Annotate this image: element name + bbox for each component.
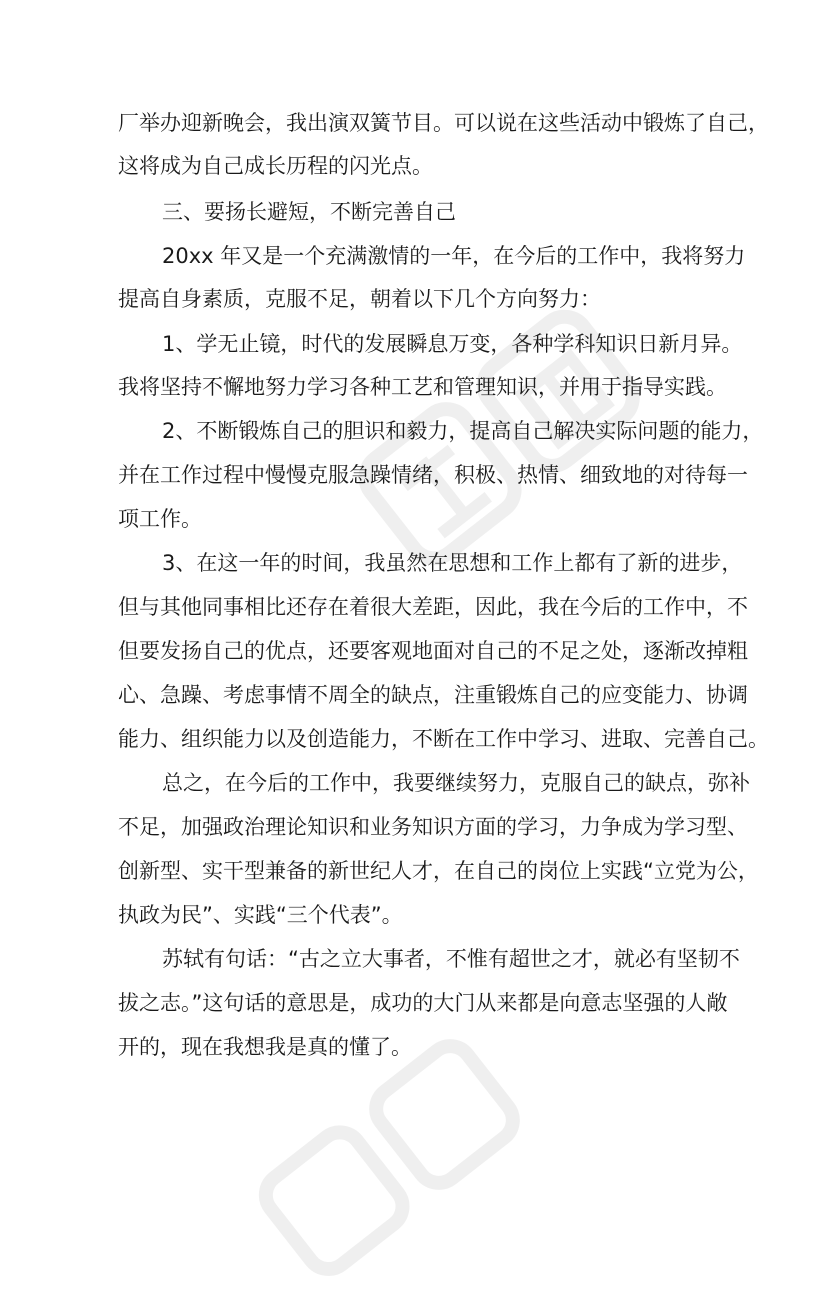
- text-line: 开的，现在我想我是真的懂了。: [118, 1035, 412, 1059]
- text-line: 3、在这一年的时间，我虽然在思想和工作上都有了新的进步，: [162, 551, 743, 575]
- text-line: 我将坚持不懈地努力学习各种工艺和管理知识，并用于指导实践。: [118, 375, 727, 399]
- text-line: 总之，在今后的工作中，我要继续努力，克服自己的缺点，弥补: [162, 771, 750, 795]
- text-line: 执政为民”、实践“三个代表”。: [118, 903, 403, 927]
- text-line: 拔之志。”这句话的意思是，成功的大门从来都是向意志坚强的人敞: [118, 991, 728, 1015]
- text-line: 这将成为自己成长历程的闪光点。: [118, 154, 433, 178]
- text-line: 厂举办迎新晚会，我出演双簧节目。可以说在这些活动中锻炼了自己，: [118, 111, 769, 135]
- section-heading: 三、要扬长避短，不断完善自己: [162, 200, 456, 224]
- text-line: 1、学无止镜，时代的发展瞬息万变，各种学科知识日新月异。: [162, 332, 743, 356]
- text-line: 项工作。: [118, 507, 202, 531]
- text-line: 提高自身素质，克服不足，朝着以下几个方向努力：: [118, 287, 601, 311]
- text-line: 但要发扬自己的优点，还要客观地面对自己的不足之处，逐渐改掉粗: [118, 639, 748, 663]
- text-line: 不足，加强政治理论知识和业务知识方面的学习，力争成为学习型、: [118, 815, 748, 839]
- text-line: 但与其他同事相比还存在着很大差距，因此，我在今后的工作中，不: [118, 595, 748, 619]
- text-line: 2、不断锻炼自己的胆识和毅力，提高自己解决实际问题的能力，: [162, 419, 764, 443]
- text-line: 心、急躁、考虑事情不周全的缺点，注重锻炼自己的应变能力、协调: [118, 683, 748, 707]
- text-line: 能力、组织能力以及创造能力，不断在工作中学习、进取、完善自己。: [118, 727, 769, 751]
- text-line: 苏轼有句话：“古之立大事者，不惟有超世之才，就必有坚韧不: [162, 947, 740, 971]
- text-line: 并在工作过程中慢慢克服急躁情绪，积极、热情、细致地的对待每一: [118, 463, 748, 487]
- text-line: 20xx 年又是一个充满激情的一年，在今后的工作中，我将努力: [162, 244, 746, 268]
- text-line: 创新型、实干型兼备的新世纪人才，在自己的岗位上实践“立党为公，: [118, 859, 759, 883]
